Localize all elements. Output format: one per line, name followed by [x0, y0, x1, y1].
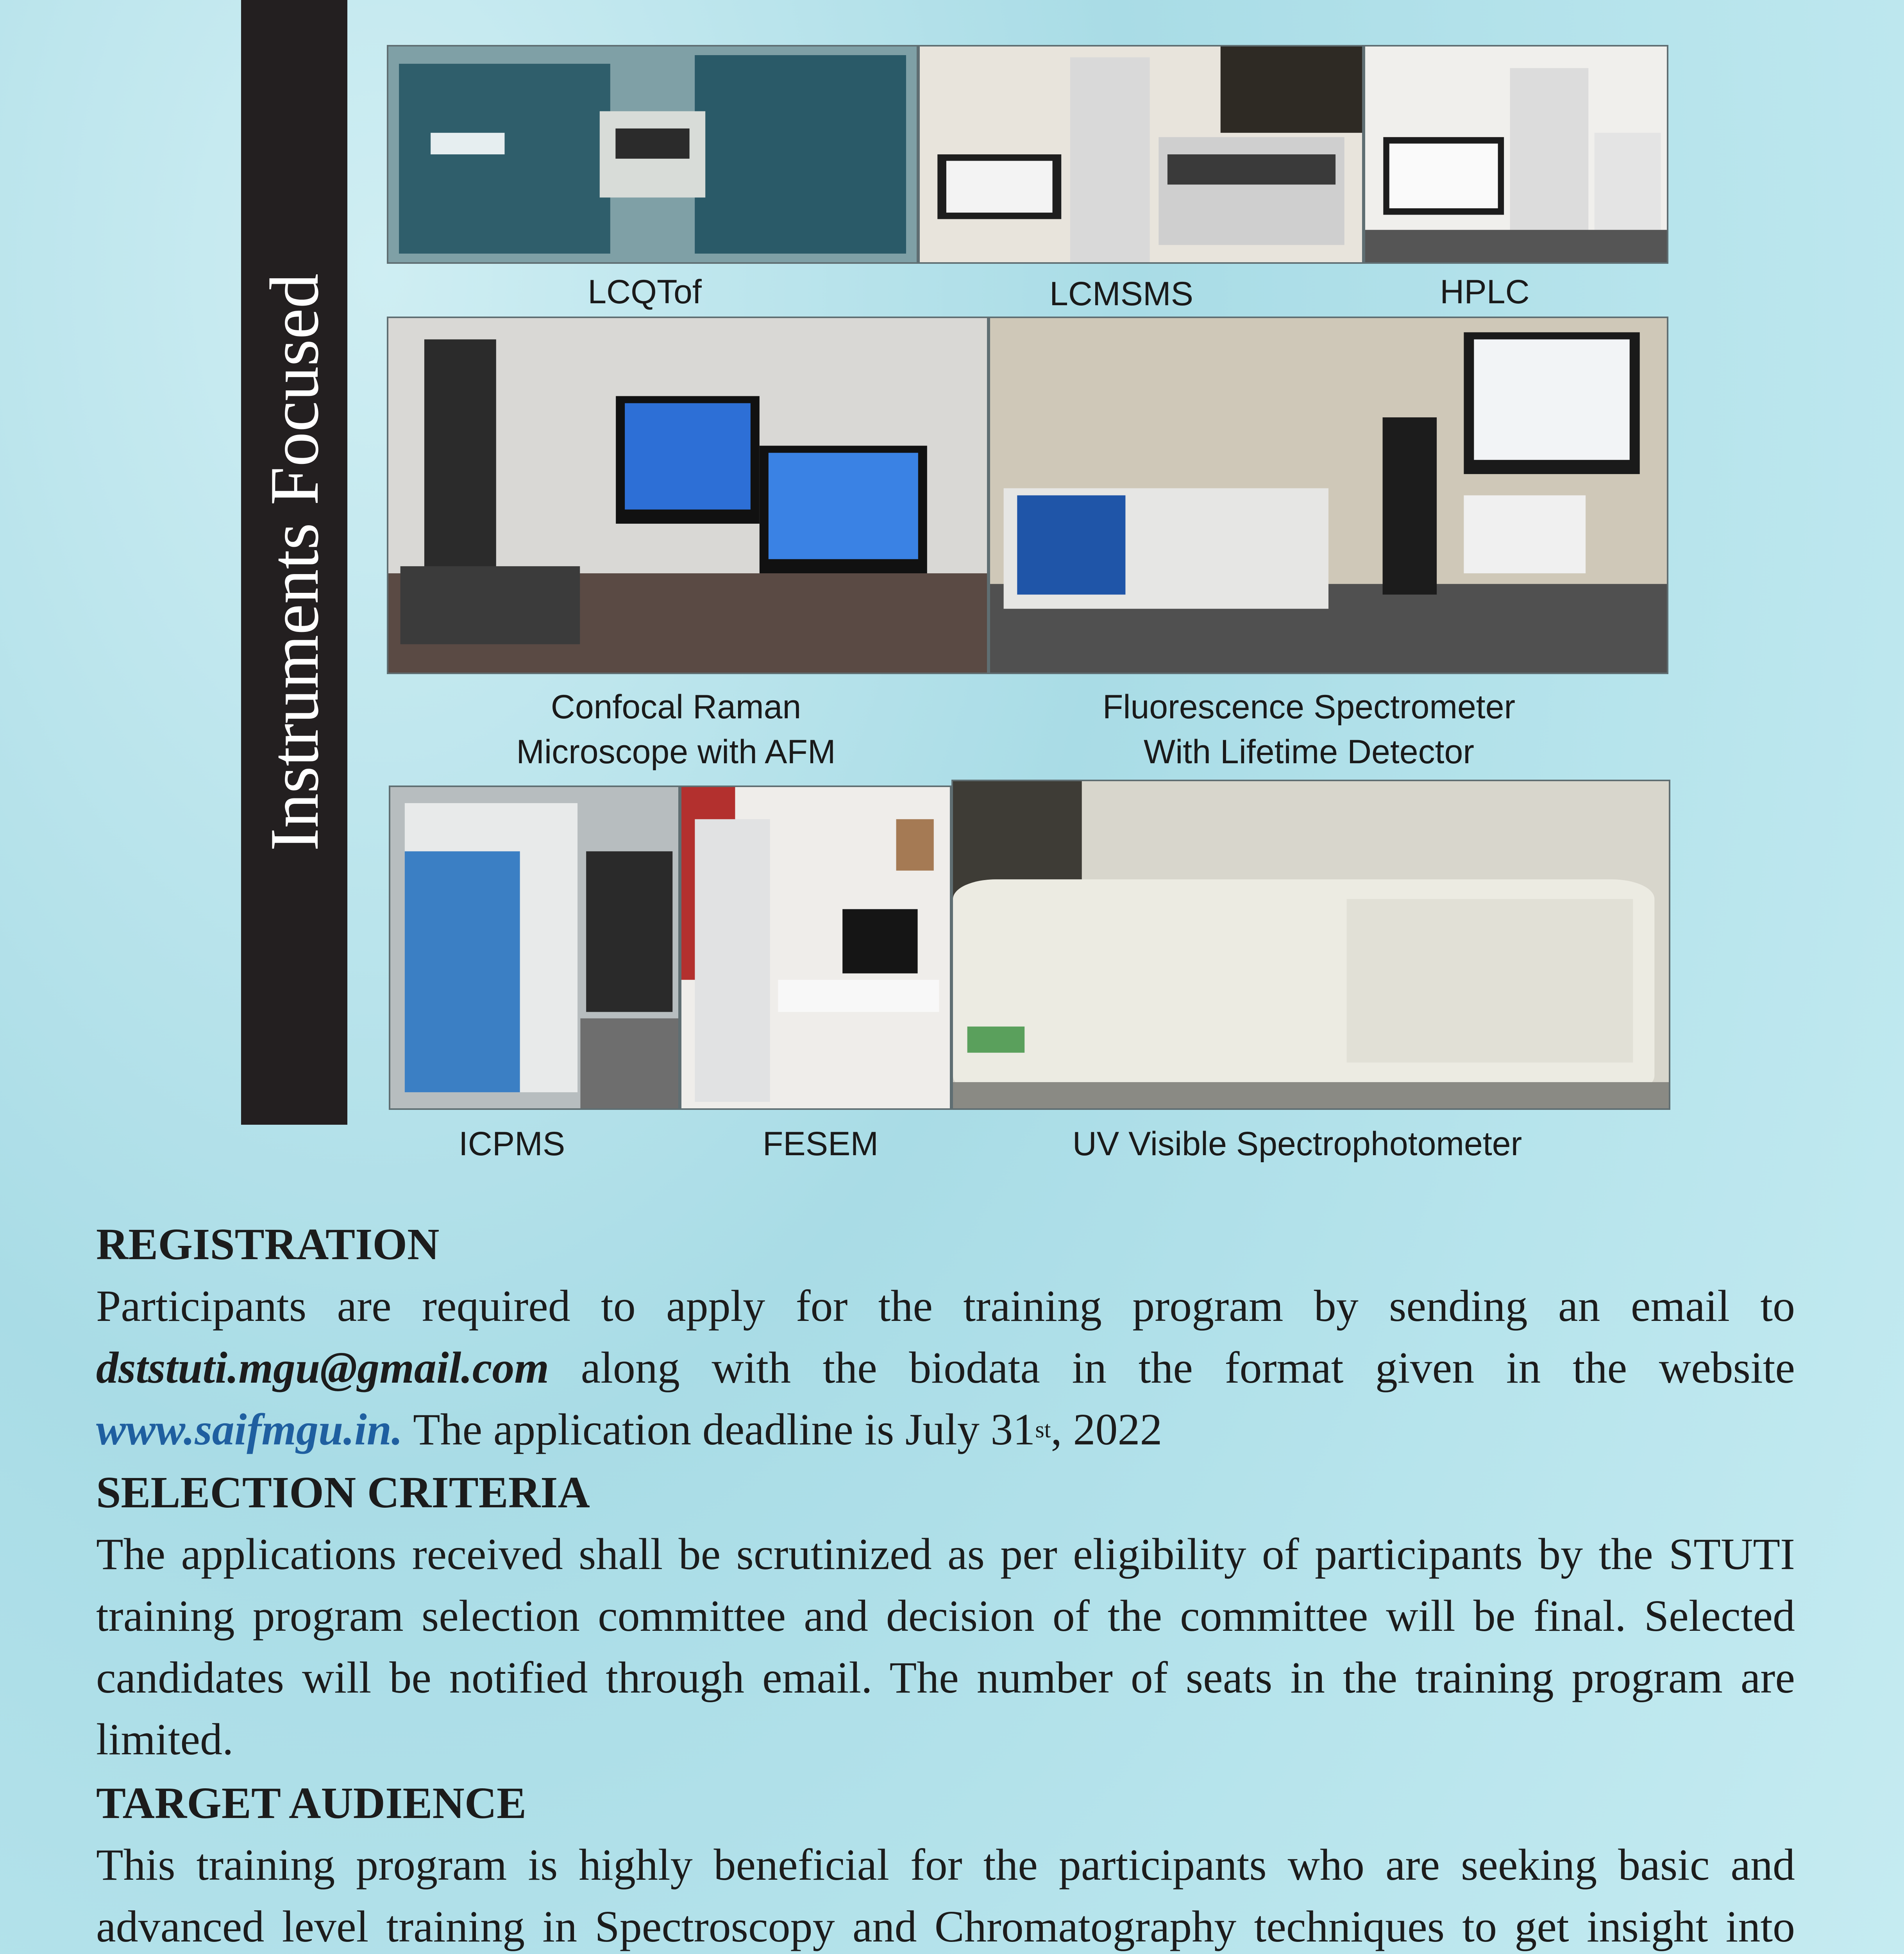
uv-visible-photo [951, 780, 1670, 1110]
audience-text: This training program is highly beneficial for the participants who are seeking basic and advanced level training in Spectroscopy and Chromatography techniques to get insight into [96, 1840, 1795, 1951]
caption-icpms: ICPMS [458, 1125, 565, 1163]
caption-lcmsms: LCMSMS [1049, 275, 1193, 313]
registration-section [96, 1213, 1795, 1460]
registration-text-part1: Participants are required to apply for the training program by sending an email to [96, 1281, 1795, 1331]
website-link[interactable]: www.saifmgu.in. [96, 1405, 403, 1454]
date-superscript: st [1035, 1417, 1051, 1442]
caption-fesem: FESEM [762, 1125, 879, 1163]
caption-uv: UV Visible Spectrophotometer [1072, 1125, 1522, 1163]
registration-text-part3: The application deadline is July 31 [402, 1405, 1035, 1454]
fesem-photo [680, 786, 951, 1110]
caption-raman-2: Microscope with AFM [516, 733, 836, 771]
selection-heading: SELECTION CRITERIA [96, 1467, 590, 1517]
registration-text [96, 1275, 1795, 1460]
caption-fluor-2: With Lifetime Detector [1144, 733, 1474, 771]
caption-lcqtof: LCQTof [588, 273, 702, 311]
selection-text: The applications received shall be scrutinized as per eligibility of participants by the STUTI training program selection committee and decision of the committee will be final. Selected candidates will be notified through email. The number of seats in the training program are limited. [96, 1529, 1795, 1764]
sidebar-title: Instruments Focused [256, 273, 333, 852]
hplc-photo [1364, 45, 1668, 264]
audience-heading: TARGET AUDIENCE [96, 1778, 527, 1828]
caption-fluor-1: Fluorescence Spectrometer [1102, 688, 1516, 726]
registration-text-part2: along with the biodata in the format given in the website [549, 1343, 1795, 1392]
icpms-photo [389, 786, 680, 1110]
registration-heading: REGISTRATION [96, 1219, 440, 1269]
caption-hplc: HPLC [1440, 273, 1530, 311]
fluorescence-photo [989, 317, 1668, 674]
audience-section [96, 1772, 1795, 1954]
lcmsms-photo [918, 45, 1364, 264]
registration-text-part4: , 2022 [1051, 1405, 1162, 1454]
caption-raman-1: Confocal Raman [551, 688, 801, 726]
selection-section [96, 1462, 1795, 1770]
lcqtof-photo [387, 45, 918, 264]
registration-email-link[interactable]: dststuti.mgu@gmail.com [96, 1343, 549, 1392]
confocal-raman-photo [387, 317, 989, 674]
